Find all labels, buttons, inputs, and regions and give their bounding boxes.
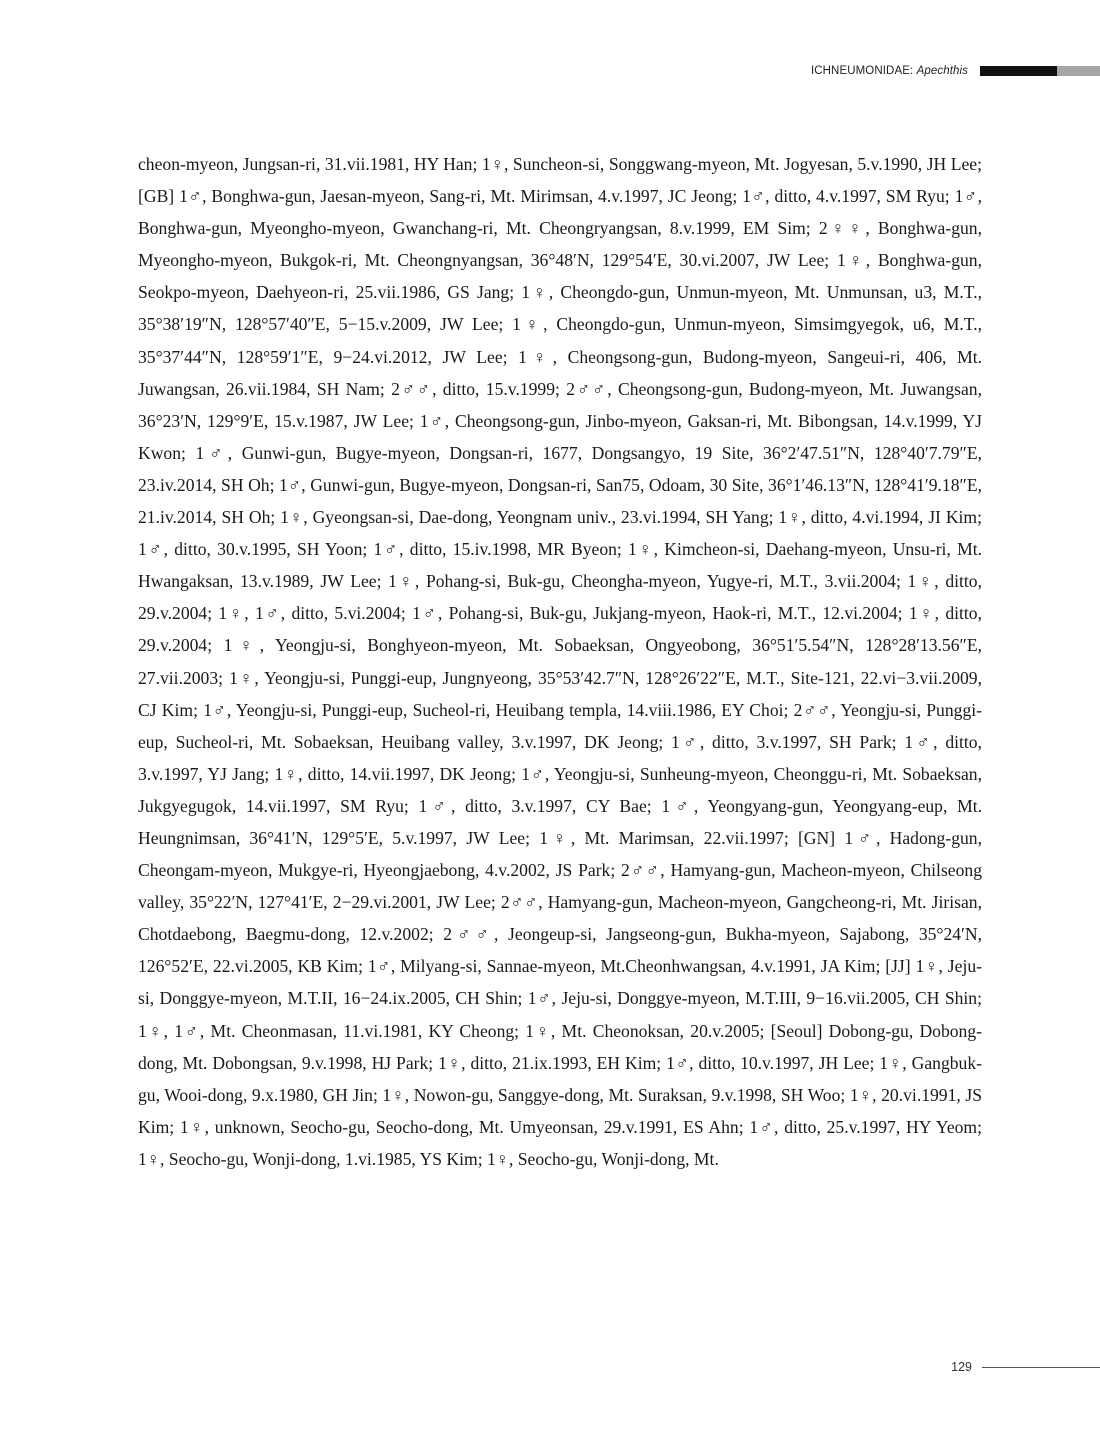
running-head-bar-light (1057, 66, 1100, 76)
running-head-title (811, 65, 968, 77)
footer-rule (982, 1367, 1100, 1368)
page-number: 129 (951, 1360, 972, 1374)
running-head-genus: Apechthis (916, 65, 968, 77)
running-head-bar-dark (980, 66, 1057, 76)
running-head (811, 64, 1100, 78)
body-paragraph: cheon-myeon, Jungsan-ri, 31.vii.1981, HY Han; 1♀, Suncheon-si, Songgwang-myeon, Mt. Jogyesan, 5.v.1990, JH Lee; [GB] 1♂, Bonghwa-gun, Jaesan-myeon, Sang-ri, Mt. Mirimsan, 4.v.1997, JC Jeong; 1♂, ditto, 4.v.1997, SM Ryu; 1♂, Bonghwa-gun, Myeongho-myeon, Gwanchang-ri, Mt. Cheongryangsan, 8.v.1999, EM Sim; 2♀♀, Bonghwa-gun, Myeongho-myeon, Bukgok-ri, Mt. Cheongnyangsan, 36°48′N, 129°54′E, 30.vi.2007, JW Lee; 1♀, Bonghwa-gun, Seokpo-myeon, Daehyeon-ri, 25.vii.1986, GS Jang; 1♀, Cheongdo-gun, Unmun-myeon, Mt. Unmunsan, u3, M.T., 35°38′19″N, 128°57′40″E, 5−15.v.2009, JW Lee; 1♀, Cheongdo-gun, Unmun-myeon, Simsimgyegok, u6, M.T., 35°37′44″N, 128°59′1″E, 9−24.vi.2012, JW Lee; 1♀, Cheongsong-gun, Budong-myeon, Sangeui-ri, 406, Mt. Juwangsan, 26.vii.1984, SH Nam; 2♂♂, ditto, 15.v.1999; 2♂♂, Cheongsong-gun, Budong-myeon, Mt. Juwangsan, 36°23′N, 129°9′E, 15.v.1987, JW Lee; 1♂, Cheongsong-gun, Jinbo-myeon, Gaksan-ri, Mt. Bibongsan, 14.v.1999, YJ Kwon; 1♂, Gunwi-gun, Bugye-myeon, Dongsan-ri, 1677, Dongsangyo, 19 Site, 36°2′47.51″N, 128°40′7.79″E, 23.iv.2014, SH Oh; 1♂, Gunwi-gun, Bugye-myeon, Dongsan-ri, San75, Odoam, 30 Site, 36°1′46.13″N, 128°41′9.18″E, 21.iv.2014, SH Oh; 1♀, Gyeongsan-si, Dae-dong, Yeongnam univ., 23.vi.1994, SH Yang; 1♀, ditto, 4.vi.1994, JI Kim; 1♂, ditto, 30.v.1995, SH Yoon; 1♂, ditto, 15.iv.1998, MR Byeon; 1♀, Kimcheon-si, Daehang-myeon, Unsu-ri, Mt. Hwangaksan, 13.v.1989, JW Lee; 1♀, Pohang-si, Buk-gu, Cheongha-myeon, Yugye-ri, M.T., 3.vii.2004; 1♀, ditto, 29.v.2004; 1♀, 1♂, ditto, 5.vi.2004; 1♂, Pohang-si, Buk-gu, Jukjang-myeon, Haok-ri, M.T., 12.vi.2004; 1♀, ditto, 29.v.2004; 1♀, Yeongju-si, Bonghyeon-myeon, Mt. Sobaeksan, Ongyeobong, 36°51′5.54″N, 128°28′13.56″E, 27.vii.2003; 1♀, Yeongju-si, Punggi-eup, Jungnyeong, 35°53′42.7″N, 128°26′22″E, M.T., Site-121, 22.vi−3.vii.2009, CJ Kim; 1♂, Yeongju-si, Punggi-eup, Sucheol-ri, Heuibang templa, 14.viii.1986, EY Choi; 2♂♂, Yeongju-si, Punggi-eup, Sucheol-ri, Mt. Sobaeksan, Heuibang valley, 3.v.1997, DK Jeong; 1♂, ditto, 3.v.1997, SH Park; 1♂, ditto, 3.v.1997, YJ Jang; 1♀, ditto, 14.vii.1997, DK Jeong; 1♂, Yeongju-si, Sunheung-myeon, Cheonggu-ri, Mt. Sobaeksan, Jukgyegugok, 14.vii.1997, SM Ryu; 1♂, ditto, 3.v.1997, CY Bae; 1♂, Yeongyang-gun, Yeongyang-eup, Mt. Heungnimsan, 36°41′N, 129°5′E, 5.v.1997, JW Lee; 1♀, Mt. Marimsan, 22.vii.1997; [GN] 1♂, Hadong-gun, Cheongam-myeon, Mukgye-ri, Hyeongjaebong, 4.v.2002, JS Park; 2♂♂, Hamyang-gun, Macheon-myeon, Chilseong valley, 35°22′N, 127°41′E, 2−29.vi.2001, JW Lee; 2♂♂, Hamyang-gun, Macheon-myeon, Gangcheong-ri, Mt. Jirisan, Chotdaebong, Baegmu-dong, 12.v.2002; 2♂♂, Jeongeup-si, Jangseong-gun, Bukha-myeon, Sajabong, 35°24′N, 126°52′E, 22.vi.2005, KB Kim; 1♂, Milyang-si, Sannae-myeon, Mt.Cheonhwangsan, 4.v.1991, JA Kim; [JJ] 1♀, Jeju-si, Donggye-myeon, M.T.II, 16−24.ix.2005, CH Shin; 1♂, Jeju-si, Donggye-myeon, M.T.III, 9−16.vii.2005, CH Shin; 1♀, 1♂, Mt. Cheonmasan, 11.vi.1981, KY Cheong; 1♀, Mt. Cheonoksan, 20.v.2005; [Seoul] Dobong-gu, Dobong-dong, Mt. Dobongsan, 9.v.1998, HJ Park; 1♀, ditto, 21.ix.1993, EH Kim; 1♂, ditto, 10.v.1997, JH Lee; 1♀, Gangbuk-gu, Wooi-dong, 9.x.1980, GH Jin; 1♀, Nowon-gu, Sanggye-dong, Mt. Suraksan, 9.v.1998, SH Woo; 1♀, 20.vi.1991, JS Kim; 1♀, unknown, Seocho-gu, Seocho-dong, Mt. Umyeonsan, 29.v.1991, ES Ahn; 1♂, ditto, 25.v.1997, HY Yeom; 1♀, Seocho-gu, Wonji-dong, 1.vi.1985, YS Kim; 1♀, Seocho-gu, Wonji-dong, Mt. (138, 154, 982, 1169)
page-footer (951, 1360, 1100, 1374)
running-head-family: ICHNEUMONIDAE: (810, 65, 917, 77)
